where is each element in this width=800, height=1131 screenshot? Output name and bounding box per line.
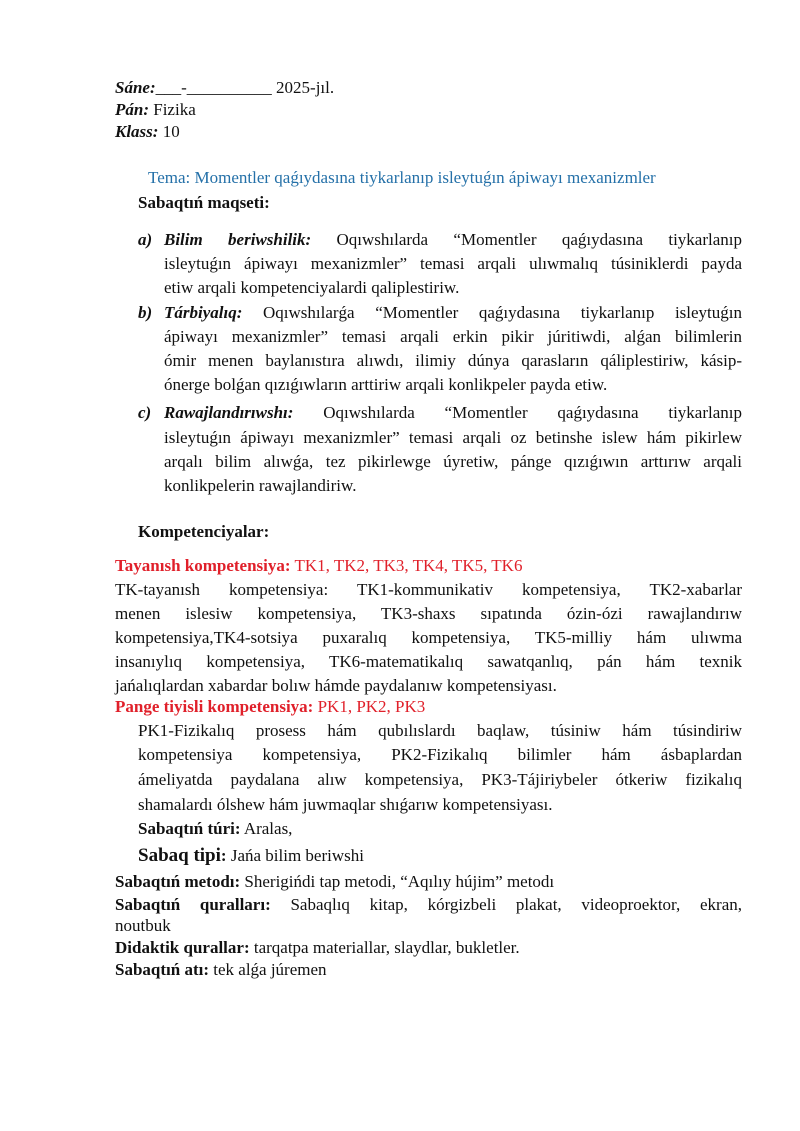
- basic-competency-label: Tayanısh kompetensiya:: [115, 556, 291, 575]
- goal-a-line-2: isleytuǵın ápiwayı mexanizmler” temasi arqali ulıwmalıq túsiniklerdi payda: [164, 254, 742, 273]
- subject-line: [115, 99, 196, 121]
- basic-line-3: kompetensiya,TK4-sotsiya puxaralıq kompetensiya, TK5-milliy hám ulıwma: [115, 628, 742, 647]
- lesson-kind-colon: :: [220, 846, 227, 865]
- didactic-line: [115, 937, 520, 959]
- goal-b-label: Tárbiyalıq:: [164, 303, 243, 322]
- goals-heading: Sabaqtıń maqseti:: [138, 193, 270, 212]
- goal-c-line-2: isleytuǵın ápiwayı mexanizmler” temasi arqali oz betinshe islew hám pikirlew: [164, 428, 742, 447]
- basic-line-2: menen islesiw kompetensiya, TK3-shaxs sıpatında ózin-ózi rawajlandırıw: [115, 604, 742, 623]
- method-value: Sherigińdi tap metodi, “Aqılıy hújim” metodı: [244, 872, 555, 891]
- subject-competency-label: Pange tiyisli kompetensiya:: [115, 697, 314, 716]
- goal-c-mark: c): [138, 403, 152, 422]
- goal-b-line-2: ápiwayı mexanizmler” temasi arqali erkin pikir júritiwdi, alǵan bilimlerin: [164, 327, 742, 346]
- subject-comp-line-4: shamalardı ólshew hám juwmaqlar shıǵarıw kompetensiyası.: [138, 795, 553, 814]
- goal-b-line-1: [138, 302, 742, 324]
- class-line: [115, 121, 180, 143]
- basic-competency-codes: TK1, TK2, TK3, TK4, TK5, TK6: [294, 556, 523, 575]
- goal-c-label: Rawajlandırıwshı:: [164, 403, 294, 422]
- goal-c-text-1: Oqıwshılarda “Momentler qaǵıydasına tiykarlanıp: [323, 403, 742, 422]
- goal-a-line-1: [138, 229, 742, 251]
- lesson-kind-line: [138, 845, 364, 867]
- goal-c-line-3: arqalı bilim alıwǵa, tez pikirlewge úyretiw, pánge qızıǵıwın arttırıw arqali: [164, 452, 742, 471]
- date-label: Sáne:: [115, 78, 156, 97]
- lesson-name-value: tek alǵa júremen: [213, 960, 327, 979]
- basic-line-4: insanıylıq kompetensiya, TK6-matematikalıq sawatqanlıq, pán hám texnik: [115, 652, 742, 671]
- subject-comp-line-2: kompetensiya kompetensiya, PK2-Fizikalıq bilimler hám ásbaplardan: [138, 745, 742, 764]
- class-value: 10: [162, 122, 180, 141]
- goal-b-text-1: Oqıwshılarǵa “Momentler qaǵıydasına tiykarlanıp isleytuǵın: [263, 303, 742, 322]
- lesson-name-line: [115, 959, 327, 981]
- lesson-kind-value: Jańa bilim beriwshi: [230, 846, 364, 865]
- topic-title: Tema: Momentler qaǵıydasına tiykarlanıp isleytuǵın ápiwayı mexanizmler: [148, 168, 656, 187]
- subject-value: Fizika: [153, 100, 196, 119]
- goal-b-mark: b): [138, 303, 153, 322]
- didactic-value: tarqatpa materiallar, slaydlar, bukletler.: [253, 938, 520, 957]
- subject-competency-codes: PK1, PK2, PK3: [317, 697, 426, 716]
- basic-competency-line: [115, 555, 522, 577]
- goal-b-line-4: ónerge bolǵan qızıǵıwların arttiriw arqali konlikpeler payda etiw.: [164, 375, 608, 394]
- lesson-type-value: Aralas,: [243, 819, 293, 838]
- goal-c-line-1: [138, 402, 742, 424]
- goal-b-line-3: ómir menen baylanıstıra alıwdı, ilimiy dúnya qarasların qáliplestiriw, kásip-: [164, 351, 742, 370]
- goal-c-line-4: konlikpelerin rawajlandiriw.: [164, 476, 357, 495]
- lesson-type-label: Sabaqtıń túri:: [138, 819, 241, 838]
- tools-label: Sabaqtıń quralları:: [115, 895, 271, 914]
- goal-a-line-3: etiw arqali kompetenciyalardi qaliplestiriw.: [164, 278, 460, 297]
- tools-line-2: noutbuk: [115, 916, 171, 935]
- method-label: Sabaqtıń metodı:: [115, 872, 241, 891]
- goal-a-label: Bilim beriwshilik:: [164, 230, 312, 249]
- date-value: ___-__________ 2025-jıl.: [155, 78, 335, 97]
- basic-line-1: TK-tayanısh kompetensiya: TK1-kommunikativ kompetensiya, TK2-xabarlar: [115, 580, 742, 599]
- lesson-name-label: Sabaqtıń atı:: [115, 960, 209, 979]
- class-label: Klass:: [115, 122, 159, 141]
- basic-line-5: jańalıqlardan xabardar bolıw hámde paydalanıw kompetensiyası.: [115, 676, 557, 695]
- lesson-kind-label: Sabaq tipi: [138, 845, 221, 866]
- goal-a-mark: a): [138, 230, 153, 249]
- goal-a-text-1: Oqıwshılarda “Momentler qaǵıydasına tiykarlanıp: [336, 230, 742, 249]
- lesson-type-line: [138, 818, 292, 840]
- method-line: [115, 871, 554, 893]
- competencies-heading: Kompetenciyalar:: [138, 522, 270, 541]
- subject-comp-line-1: PK1-Fizikalıq prosess hám qubılıslardı baqlaw, túsiniw hám túsindiriw: [138, 721, 742, 740]
- subject-label: Pán:: [115, 100, 149, 119]
- subject-competency-line: [115, 696, 425, 718]
- tools-value-1: Sabaqlıq kitap, kórgizbeli plakat, videoproektor, ekran,: [290, 895, 742, 914]
- tools-line-1: [115, 894, 742, 916]
- didactic-label: Didaktik qurallar:: [115, 938, 250, 957]
- subject-comp-line-3: ámeliyatda paydalana alıw kompetensiya, PK3-Tájiriybeler ótkeriw fizikalıq: [138, 770, 742, 789]
- date-line: [115, 77, 334, 99]
